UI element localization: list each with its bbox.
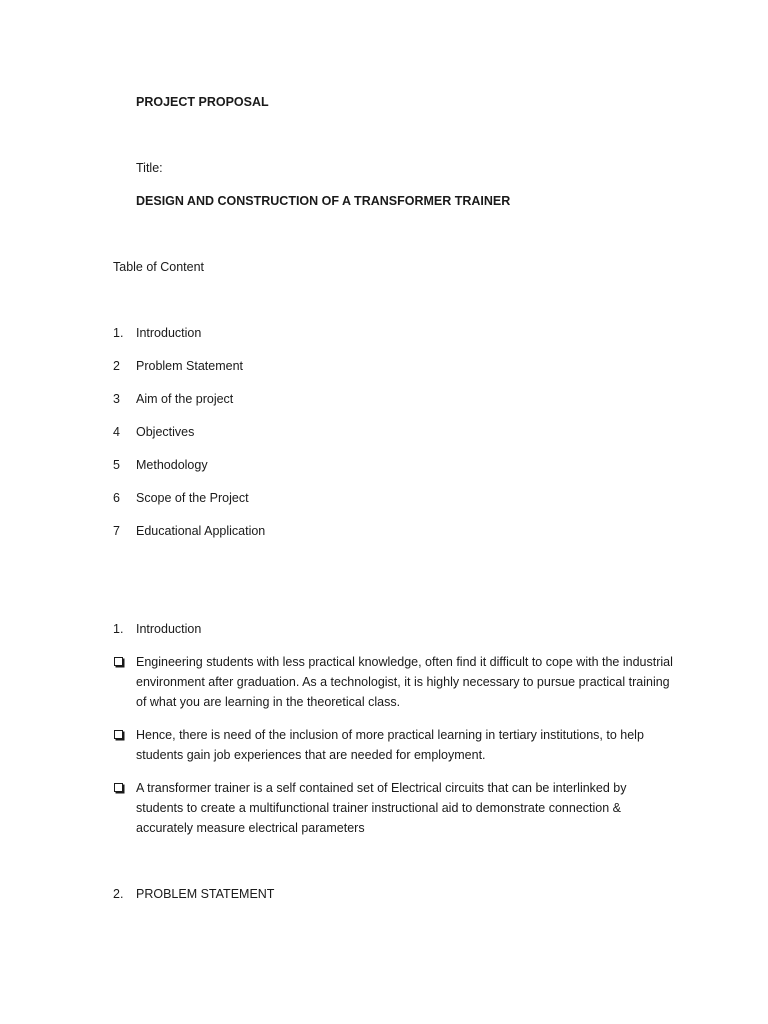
- toc-item-label: Methodology: [136, 458, 208, 472]
- document-title: DESIGN AND CONSTRUCTION OF A TRANSFORMER TRAINER: [136, 194, 511, 208]
- toc-item-number: 6: [113, 491, 120, 505]
- toc-item-label: Introduction: [136, 326, 202, 340]
- toc-item-number: 1.: [113, 326, 124, 340]
- toc-item-label: Problem Statement: [136, 359, 243, 373]
- title-label: Title:: [136, 161, 163, 175]
- section-number: 1.: [113, 622, 124, 636]
- toc-heading: Table of Content: [113, 260, 205, 274]
- toc-item-number: 4: [113, 425, 120, 439]
- toc-item-number: 3: [113, 392, 120, 406]
- bullet-paragraph: Hence, there is need of the inclusion of more practical learning in tertiary institutions, to help students gain job experiences that are needed for employment.: [136, 728, 644, 762]
- bullet-paragraph: A transformer trainer is a self contained set of Electrical circuits that can be interlinked by students to create a multifunctional trainer instructional aid to demonstrate connection & accurately measure electrical parameters: [136, 781, 627, 835]
- toc-item-label: Aim of the project: [136, 392, 234, 406]
- toc-item-label: Educational Application: [136, 524, 266, 538]
- checkbox-bullet-icon: [114, 657, 123, 666]
- bullet-paragraph: Engineering students with less practical knowledge, often find it difficult to cope with the industrial environment after graduation. As a technologist, it is highly necessary to pursue practical training of what you are learning in the theoretical class.: [136, 655, 673, 709]
- section-title: PROBLEM STATEMENT: [136, 887, 275, 901]
- toc-item-label: Objectives: [136, 425, 195, 439]
- checkbox-bullet-icon: [114, 783, 123, 792]
- proposal-label: PROJECT PROPOSAL: [136, 95, 269, 109]
- section-title: Introduction: [136, 622, 202, 636]
- section-number: 2.: [113, 887, 124, 901]
- checkbox-bullet-icon: [114, 730, 123, 739]
- toc-item-number: 7: [113, 524, 120, 538]
- toc-item-number: 2: [113, 359, 120, 373]
- toc-item-number: 5: [113, 458, 120, 472]
- toc-item-label: Scope of the Project: [136, 491, 249, 505]
